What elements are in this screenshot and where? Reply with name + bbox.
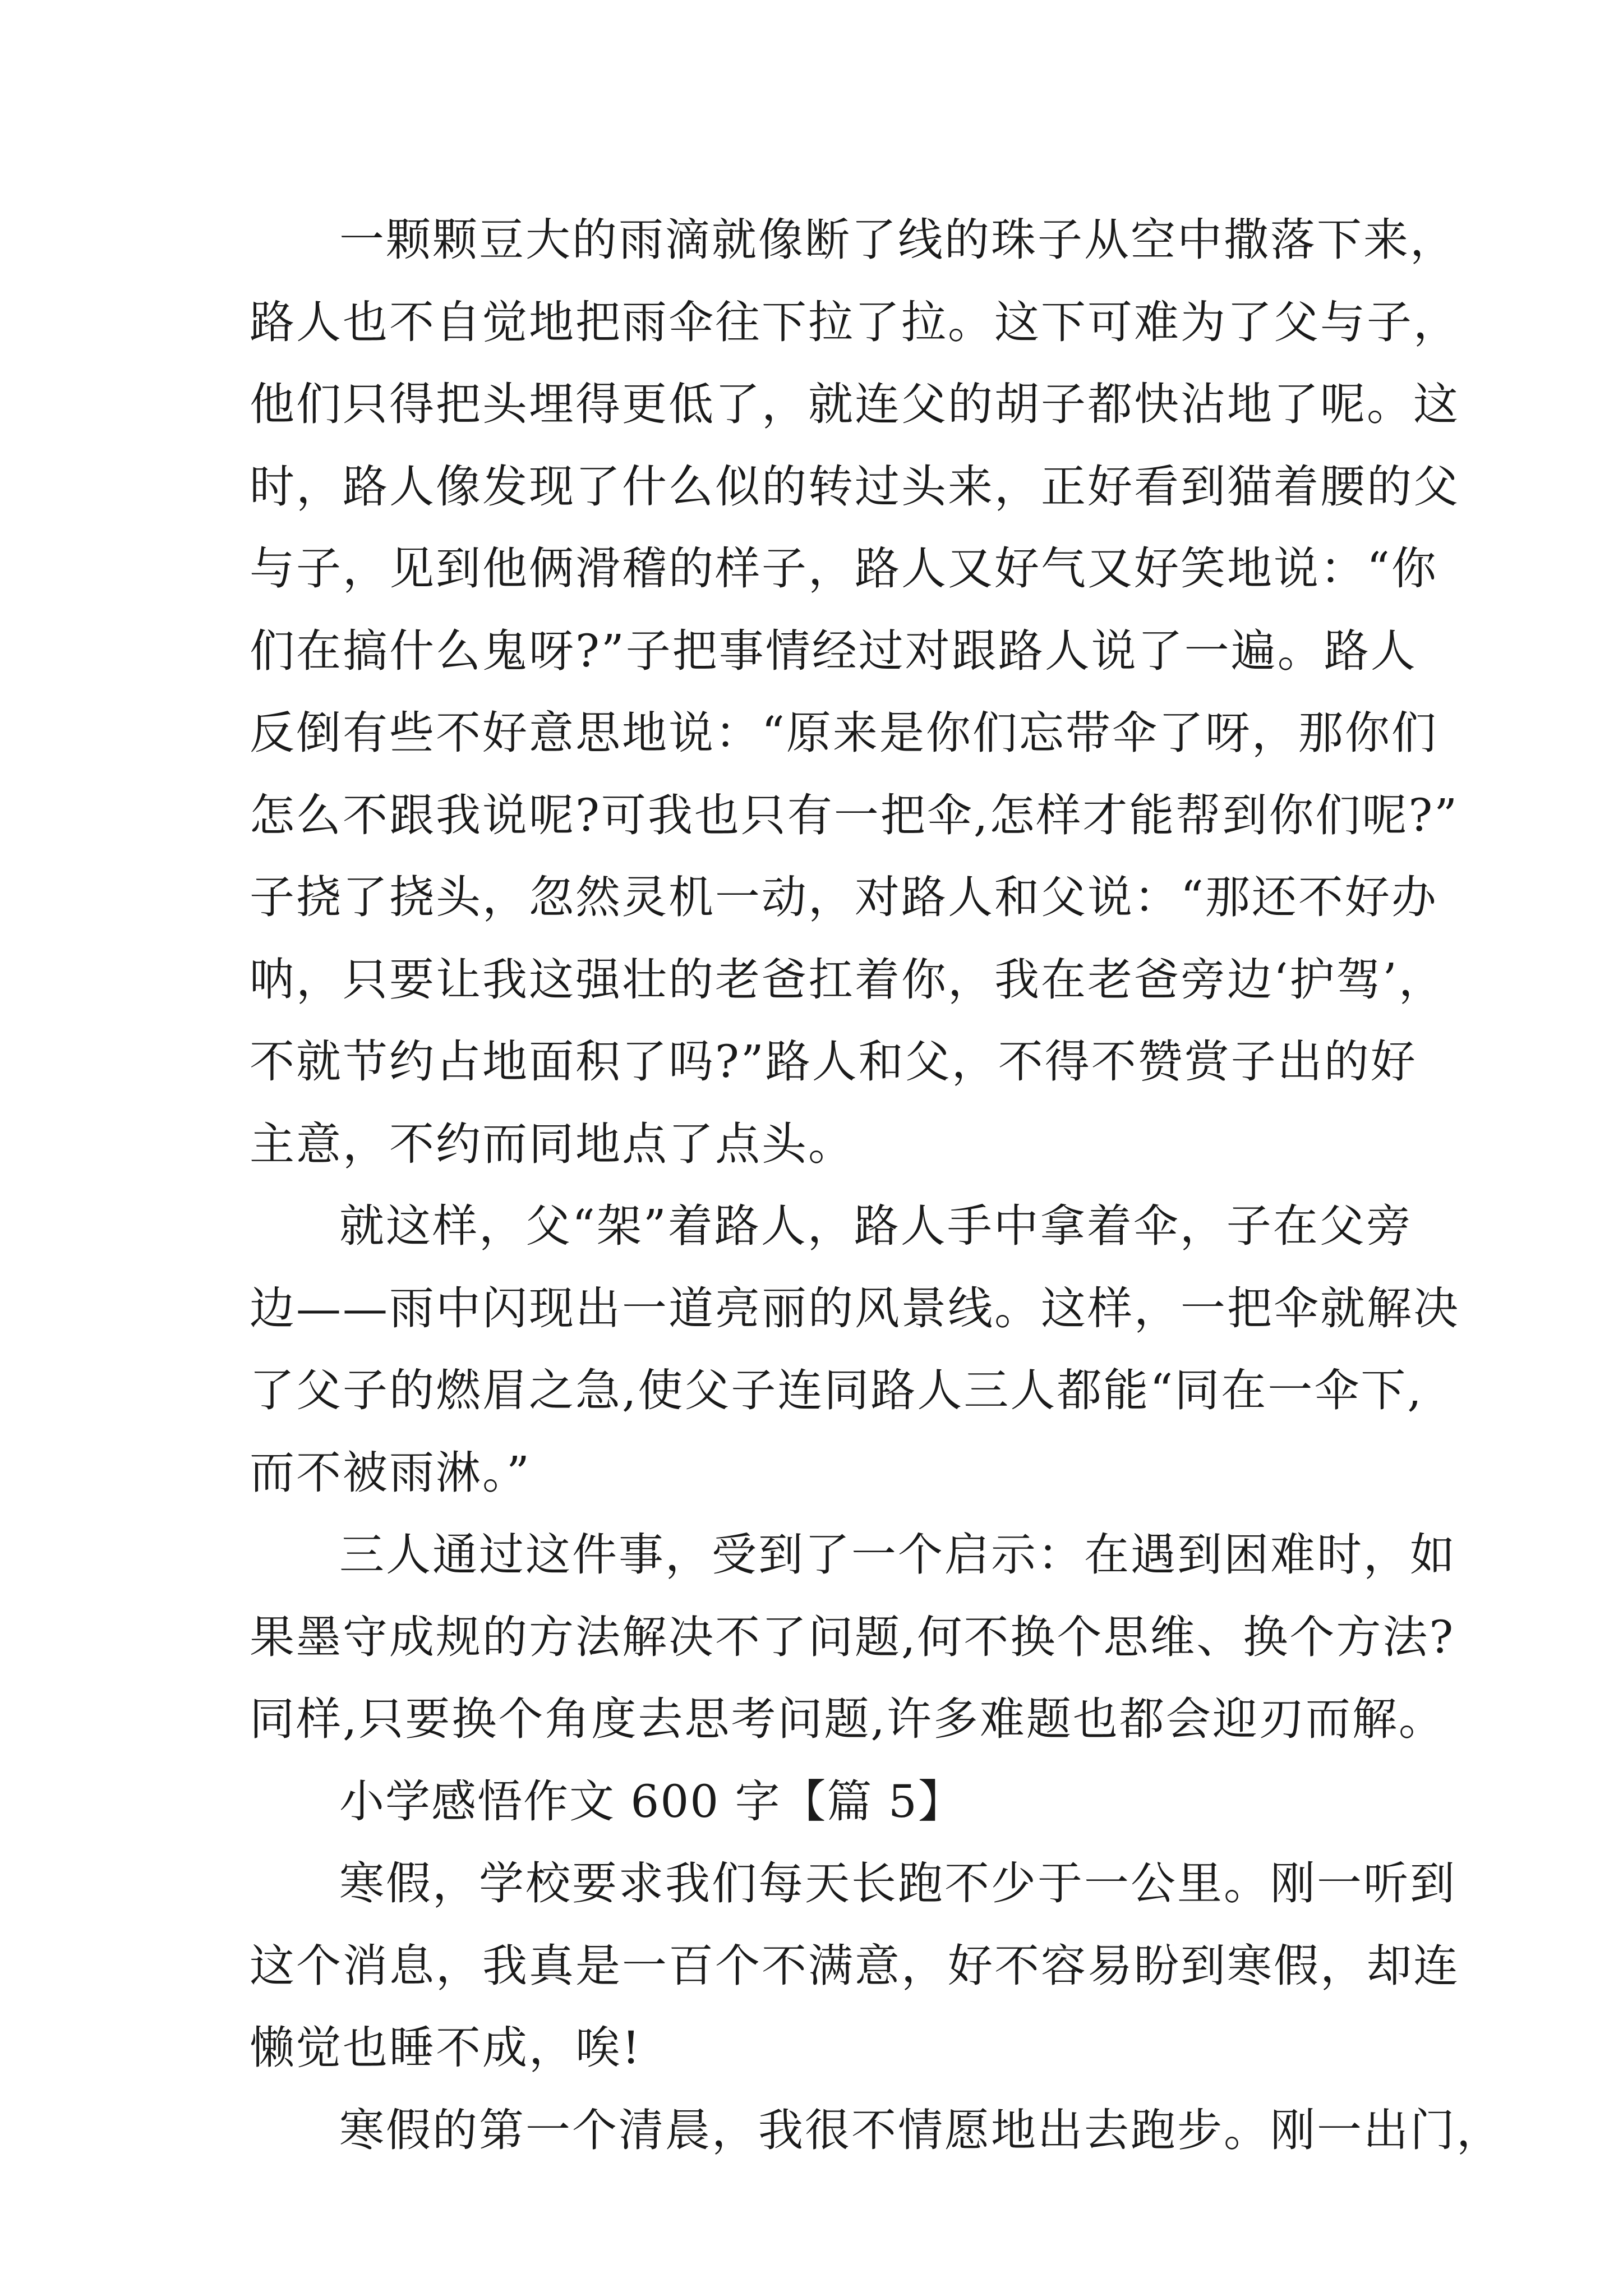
text-line: 呐，只要让我这强壮的老爸扛着你，我在老爸旁边‘护驾’， (250, 953, 1445, 1006)
text-line: 反倒有些不好意思地说：“原来是你们忘带伞了呀，那你们 (250, 707, 1438, 759)
text-line: 不就节约占地面积了吗?”路人和父，不得不赞赏子出的好 (250, 1036, 1417, 1088)
text-line: 寒假，学校要求我们每天长跑不少于一公里。刚一听到 (339, 1857, 1456, 1910)
text-line: 们在搞什么鬼呀?”子把事情经过对跟路人说了一遍。路人 (250, 624, 1417, 677)
text-line: 边——雨中闪现出一道亮丽的风景线。这样，一把伞就解决 (250, 1282, 1460, 1335)
text-line: 一颗颗豆大的雨滴就像断了线的珠子从空中撒落下来， (339, 214, 1456, 266)
text-line: 怎么不跟我说呢?可我也只有一把伞,怎样才能帮到你们呢?” (250, 789, 1459, 841)
text-line: 三人通过这件事，受到了一个启示：在遇到困难时，如 (339, 1529, 1456, 1581)
text-line: 懒觉也睡不成，唉! (250, 2022, 642, 2074)
text-line: 路人也不自觉地把雨伞往下拉了拉。这下可难为了父与子， (250, 296, 1460, 348)
text-line: 与子，见到他俩滑稽的样子，路人又好气又好笑地说：“你 (250, 542, 1438, 595)
text-line: 子挠了挠头，忽然灵机一动，对路人和父说：“那还不好办 (250, 871, 1438, 923)
text-line: 时，路人像发现了什么似的转过头来，正好看到猫着腰的父 (250, 460, 1460, 513)
text-line: 而不被雨淋。” (250, 1446, 531, 1499)
text-line: 果墨守成规的方法解决不了问题,何不换个思维、换个方法? (250, 1611, 1455, 1663)
document-body (250, 199, 1503, 2171)
text-line: 主意，不约而同地点了点头。 (250, 1117, 855, 1170)
text-line: 了父子的燃眉之急,使父子连同路人三人都能“同在一伞下, (250, 1364, 1423, 1416)
text-line: 就这样，父“架”着路人，路人手中拿着伞，子在父旁 (339, 1200, 1413, 1252)
text-line: 这个消息，我真是一百个不满意，好不容易盼到寒假，却连 (250, 1939, 1460, 1992)
text-line: 同样,只要换个角度去思考问题,许多难题也都会迎刃而解。 (250, 1693, 1445, 1745)
text-line: 他们只得把头埋得更低了，就连父的胡子都快沾地了呢。这 (250, 378, 1460, 430)
text-line: 寒假的第一个清晨，我很不情愿地出去跑步。刚一出门， (339, 2104, 1503, 2156)
section-heading: 小学感悟作文 600 字【篇 5】 (339, 1775, 964, 1828)
